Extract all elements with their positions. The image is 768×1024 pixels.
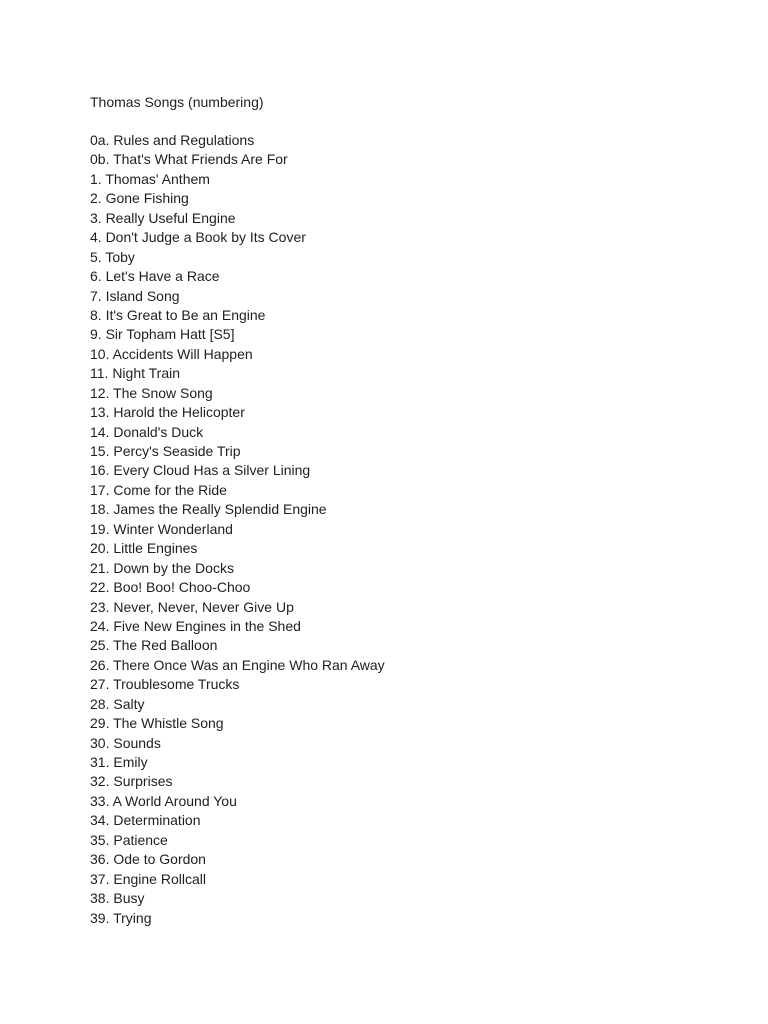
song-list-item: 10. Accidents Will Happen: [90, 345, 253, 362]
song-list-item: 5. Toby: [90, 248, 135, 265]
song-list-item: 30. Sounds: [90, 734, 161, 751]
song-list-item: 35. Patience: [90, 831, 168, 848]
song-list-item: 38. Busy: [90, 890, 145, 907]
song-list-item: 32. Surprises: [90, 773, 173, 790]
song-list-item: 26. There Once Was an Engine Who Ran Away: [90, 656, 385, 673]
song-list-item: 20. Little Engines: [90, 540, 198, 557]
song-list-item: 34. Determination: [90, 812, 201, 829]
song-list-item: 6. Let's Have a Race: [90, 268, 220, 285]
document-title: Thomas Songs (numbering): [90, 94, 264, 110]
song-list-item: 7. Island Song: [90, 287, 180, 304]
song-list-item: 1. Thomas' Anthem: [90, 170, 210, 187]
song-list-item: 11. Night Train: [90, 365, 181, 382]
song-list-item: 16. Every Cloud Has a Silver Lining: [90, 462, 311, 479]
song-list-item: 13. Harold the Helicopter: [90, 404, 245, 421]
song-list-item: 22. Boo! Boo! Choo-Choo: [90, 579, 251, 596]
song-list-item: 17. Come for the Ride: [90, 481, 227, 498]
song-list-item: 4. Don't Judge a Book by Its Cover: [90, 229, 306, 246]
song-list-item: 19. Winter Wonderland: [90, 520, 233, 537]
song-list-item: 25. The Red Balloon: [90, 637, 218, 654]
song-list: [90, 131, 385, 928]
song-list-item: 8. It's Great to Be an Engine: [90, 306, 266, 323]
song-list-item: 0b. That's What Friends Are For: [90, 151, 288, 168]
song-list-item: 36. Ode to Gordon: [90, 851, 206, 868]
song-list-item: 2. Gone Fishing: [90, 190, 189, 207]
song-list-item: 39. Trying: [90, 909, 152, 926]
song-list-item: 15. Percy's Seaside Trip: [90, 443, 241, 459]
song-list-item: 23. Never, Never, Never Give Up: [90, 598, 294, 615]
song-list-item: 14. Donald's Duck: [90, 423, 204, 440]
song-list-item: 3. Really Useful Engine: [90, 209, 236, 226]
song-list-item: 28. Salty: [90, 695, 145, 712]
song-list-item: 0a. Rules and Regulations: [90, 132, 255, 148]
song-list-item: 12. The Snow Song: [90, 384, 213, 401]
song-list-item: 33. A World Around You: [90, 792, 237, 809]
song-list-item: 24. Five New Engines in the Shed: [90, 617, 301, 634]
song-list-item: 29. The Whistle Song: [90, 715, 224, 732]
song-list-item: 18. James the Really Splendid Engine: [90, 501, 327, 518]
song-list-item: 27. Troublesome Trucks: [90, 676, 240, 693]
song-list-item: 9. Sir Topham Hatt [S5]: [90, 326, 235, 343]
song-list-item: 37. Engine Rollcall: [90, 870, 206, 887]
song-list-item: 31. Emily: [90, 754, 148, 770]
song-list-item: 21. Down by the Docks: [90, 559, 234, 576]
